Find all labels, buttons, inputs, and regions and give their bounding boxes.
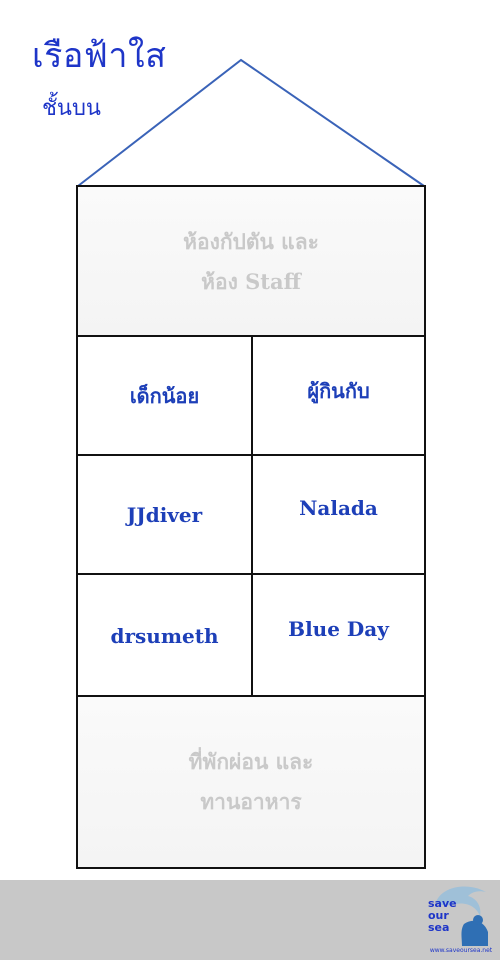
cabin-label: Nalada	[299, 496, 378, 520]
room-label-line-2: ห้อง Staff	[201, 269, 301, 294]
room-label-line-2: ทานอาหาร	[200, 789, 302, 814]
room-label-line-1: ห้องกัปตัน และ	[183, 229, 319, 254]
roof	[0, 0, 500, 200]
cabin-phu-kin-kap	[253, 337, 424, 445]
cabin-nalada	[253, 456, 424, 560]
room-label-line-1: ที่พักผ่อน และ	[188, 749, 314, 774]
cabin-label: JJdiver	[126, 503, 203, 527]
cabin-jjdiver	[78, 456, 251, 574]
deck-label: ชั้นบน	[42, 96, 101, 121]
deck-plan	[76, 185, 426, 869]
page-title: เรือฟ้าใส	[32, 36, 167, 76]
logo-text-line: save	[428, 897, 457, 910]
cabin-label: Blue Day	[288, 617, 389, 641]
footer-bar	[0, 880, 500, 960]
cabin-drsumeth	[78, 575, 251, 697]
lounge-dining-area	[78, 697, 424, 867]
cabin-label: เด็กน้อย	[129, 384, 200, 408]
cabin-label: drsumeth	[110, 624, 219, 648]
cabin-dek-noi	[78, 337, 251, 455]
logo-text-line: our	[428, 909, 449, 922]
logo-url: www.saveoursea.net	[429, 947, 493, 954]
cabin-divider	[251, 337, 253, 697]
cabin-label: ผู้กินกับ	[307, 379, 370, 403]
save-our-sea-logo	[428, 880, 494, 956]
cabin-blue-day	[253, 575, 424, 683]
logo-text-line: sea	[428, 921, 450, 934]
captain-staff-room	[78, 187, 424, 337]
